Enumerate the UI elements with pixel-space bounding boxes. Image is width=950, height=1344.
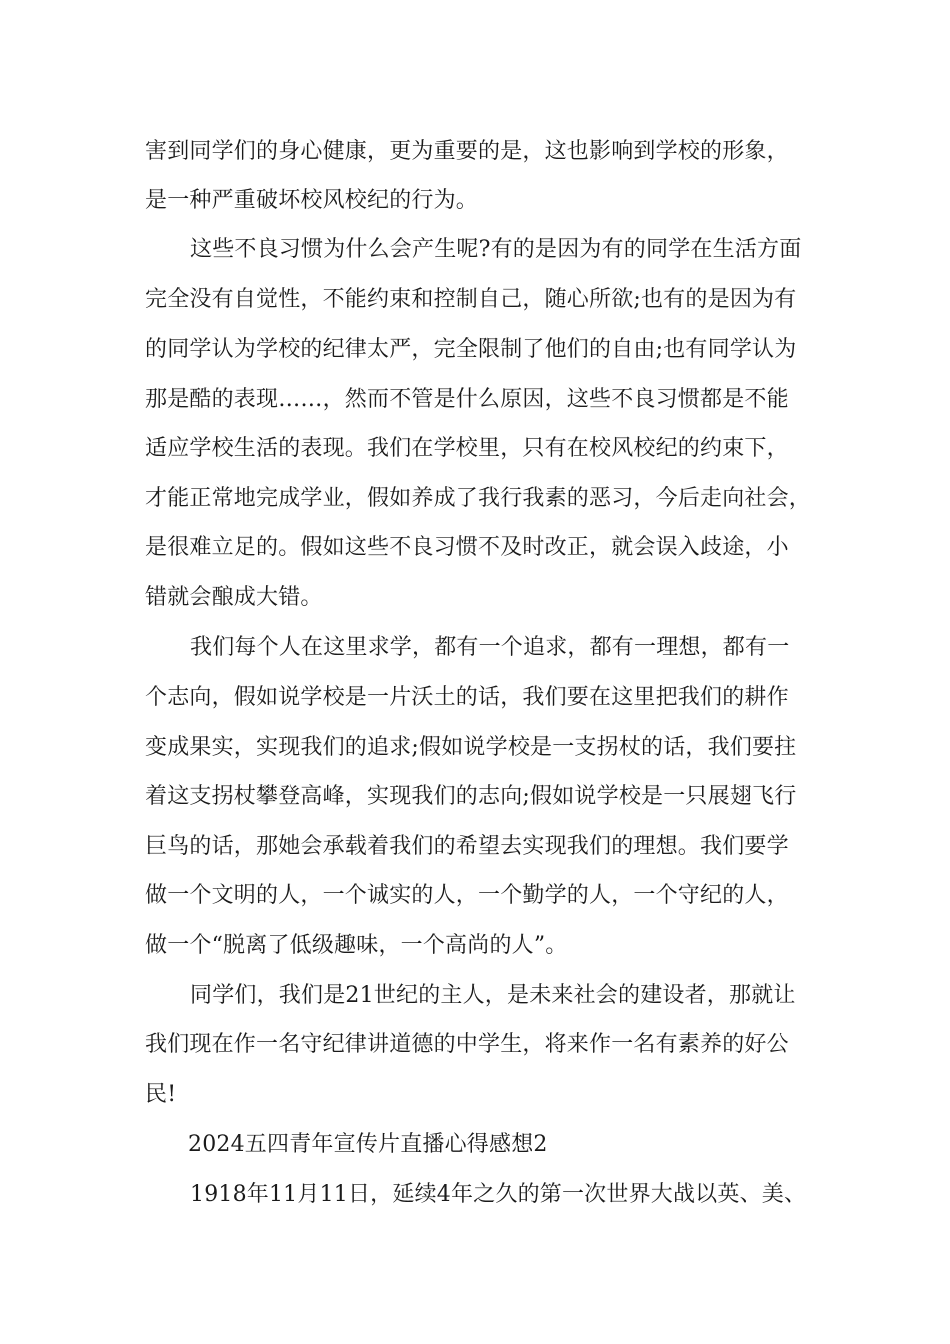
text-line-16: 做一个文明的人，一个诚实的人，一个勤学的人，一个守纪的人， bbox=[145, 883, 789, 908]
text-line-5: 的同学认为学校的纪律太严，完全限制了他们的自由;也有同学认为 bbox=[145, 337, 797, 362]
text-line-17: 做一个“脱离了低级趣味，一个高尚的人”。 bbox=[145, 933, 568, 958]
text-line-2: 是一种严重破坏校风校纪的行为。 bbox=[145, 188, 479, 213]
paragraph-start-line: 我们每个人在这里求学，都有一个追求，都有一理想，都有一 bbox=[190, 635, 790, 660]
text-line-7: 适应学校生活的表现。我们在学校里，只有在校风校纪的约束下， bbox=[145, 436, 789, 461]
text-line-6: 那是酷的表现……，然而不管是什么原因，这些不良习惯都是不能 bbox=[145, 387, 789, 412]
text-line-15: 巨鸟的话，那她会承载着我们的希望去实现我们的理想。我们要学 bbox=[145, 834, 789, 859]
text-line-20: 民! bbox=[145, 1082, 177, 1107]
text-line-19: 我们现在作一名守纪律讲道德的中学生，将来作一名有素养的好公 bbox=[145, 1032, 789, 1057]
text-line-14: 着这支拐杖攀登高峰，实现我们的志向;假如说学校是一只展翅飞行 bbox=[145, 784, 797, 809]
text-line-12: 个志向，假如说学校是一片沃土的话，我们要在这里把我们的耕作 bbox=[145, 685, 789, 710]
text-line-4: 完全没有自觉性，不能约束和控制自己，随心所欲;也有的是因为有 bbox=[145, 287, 797, 312]
text-line-10: 错就会酿成大错。 bbox=[145, 585, 323, 610]
text-line-13: 变成果实，实现我们的追求;假如说学校是一支拐杖的话，我们要拄 bbox=[145, 735, 797, 760]
text-line-1: 害到同学们的身心健康，更为重要的是，这也影响到学校的形象， bbox=[145, 139, 789, 164]
text-line-8: 才能正常地完成学业，假如养成了我行我素的恶习，今后走向社会， bbox=[145, 486, 812, 511]
section-heading: 2024五四青年宣传片直播心得感想2 bbox=[188, 1132, 548, 1157]
paragraph-start-line: 这些不良习惯为什么会产生呢?有的是因为有的同学在生活方面 bbox=[190, 237, 802, 262]
paragraph-start-line: 1918年11月11日，延续4年之久的第一次世界大战以英、美、 bbox=[190, 1182, 807, 1207]
text-line-9: 是很难立足的。假如这些不良习惯不及时改正，就会误入歧途，小 bbox=[145, 535, 789, 560]
paragraph-start-line: 同学们，我们是21世纪的主人，是未来社会的建设者，那就让 bbox=[190, 983, 796, 1008]
